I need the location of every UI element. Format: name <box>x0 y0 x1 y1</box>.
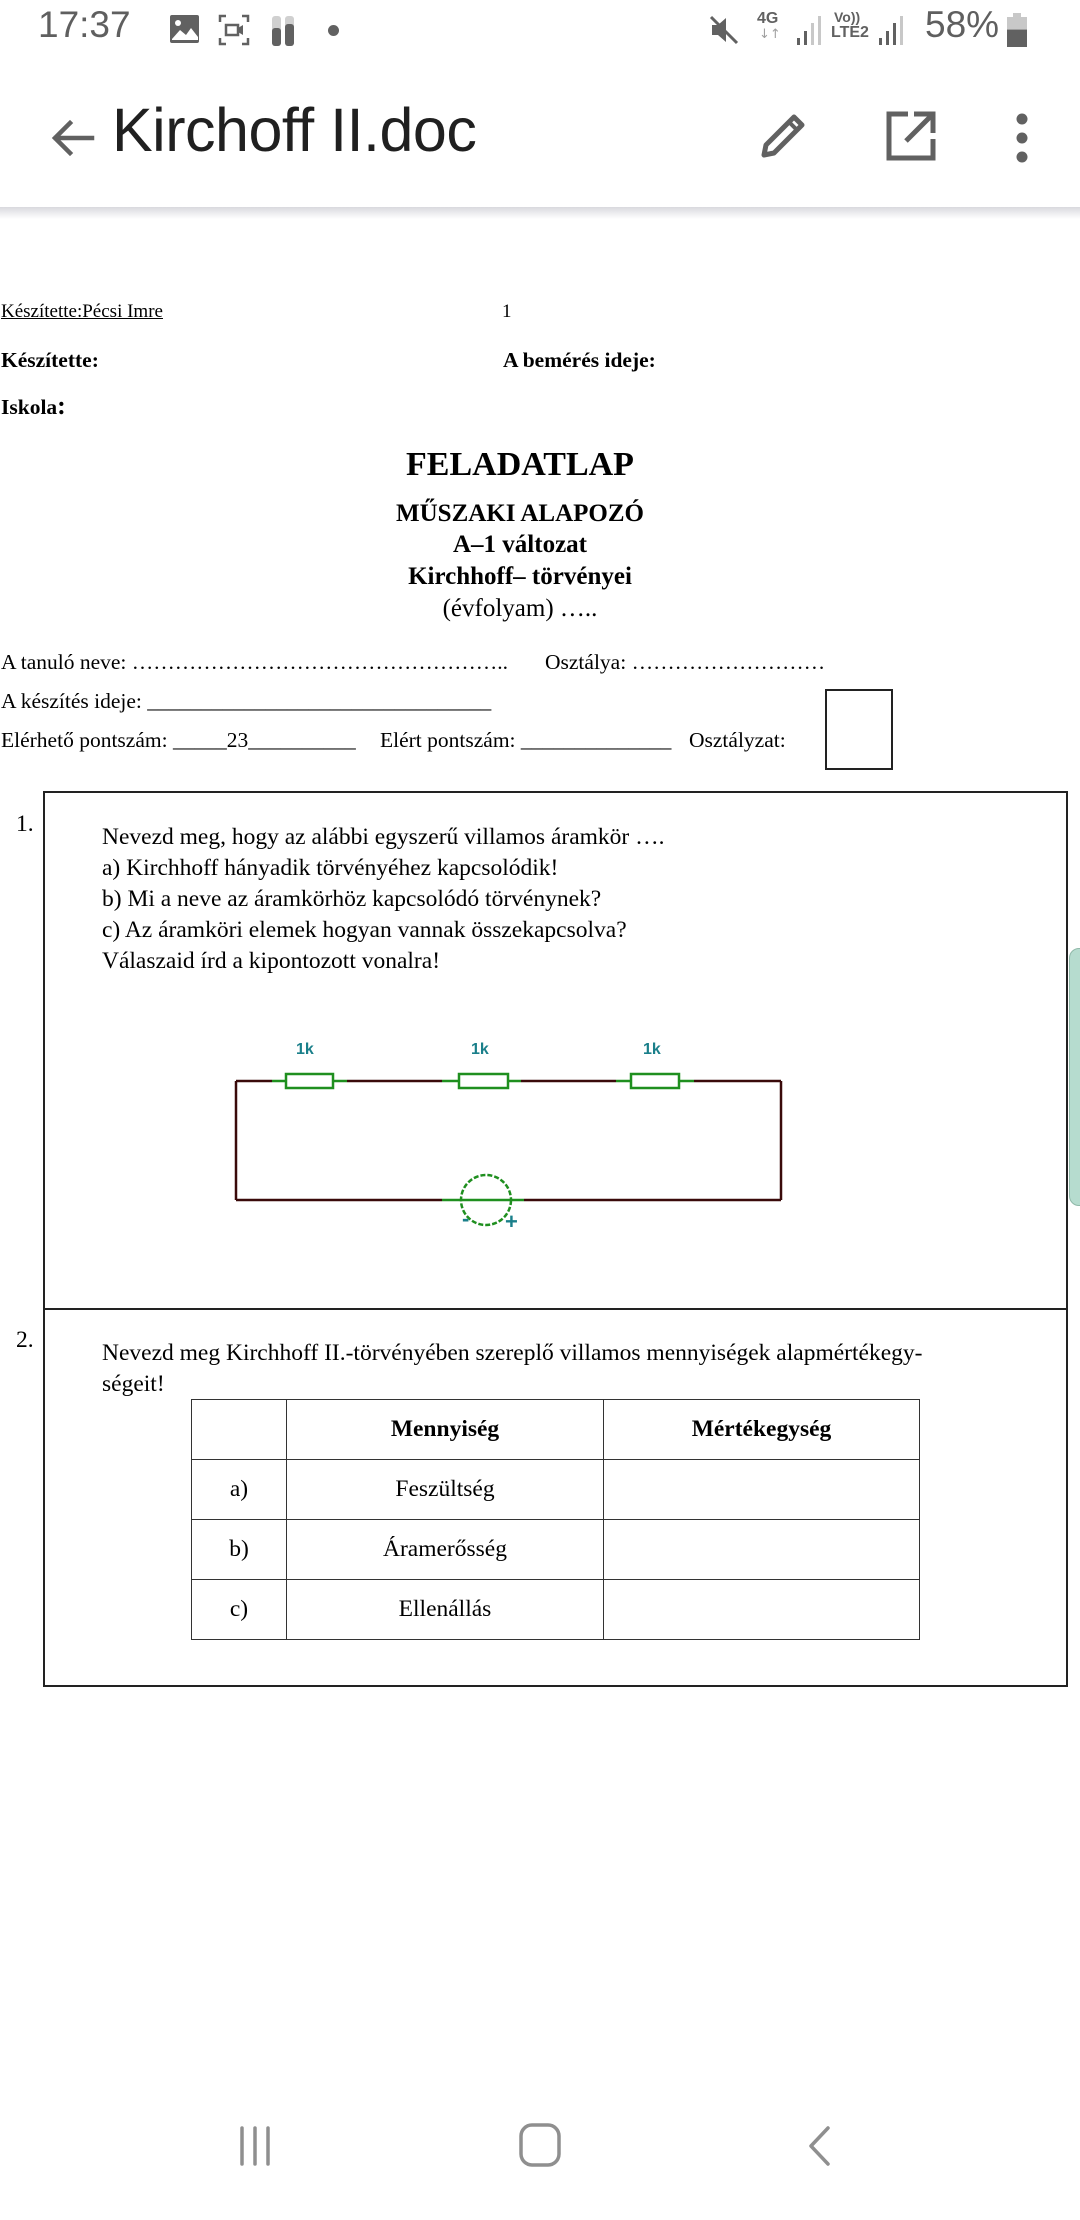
table-header-cell <box>192 1400 287 1460</box>
source-minus-label: - <box>462 1206 470 1230</box>
q2-line-2: ségeit! <box>102 1371 165 1397</box>
q2-number: 2. <box>16 1327 34 1353</box>
signal-icon-2 <box>878 14 906 46</box>
school-label <box>1 393 66 420</box>
resistor-2-label: 1k <box>471 1041 489 1058</box>
signal-icon <box>796 14 824 46</box>
q1-line: c) Az áramköri elemek hogyan vannak összekapcsolva? <box>102 917 627 943</box>
home-icon[interactable] <box>518 2122 562 2168</box>
page-number: 1 <box>502 301 512 322</box>
page-title: FELADATLAP <box>406 446 634 483</box>
school-colon: : <box>57 391 66 420</box>
student-name-field: A tanuló neve: …………………………………………….. <box>1 650 509 674</box>
app-bar-divider <box>0 207 1080 219</box>
table-cell <box>604 1520 920 1580</box>
status-bar <box>0 0 1080 65</box>
subtitle-3: Kirchhoff– törvényei <box>408 563 632 590</box>
grade-label: Osztályzat: <box>689 728 786 752</box>
table-header-row <box>192 1400 920 1460</box>
subtitle-1: MŰSZAKI ALAPOZÓ <box>396 500 644 527</box>
resistor-3-label: 1k <box>643 1041 661 1058</box>
q1-line: b) Mi a neve az áramkörhöz kapcsolódó törvénynek? <box>102 886 602 912</box>
resistor-3 <box>631 1074 679 1088</box>
resistor-1 <box>286 1074 333 1088</box>
mute-icon <box>708 14 740 46</box>
subtitle-4: (évfolyam) ….. <box>442 595 598 622</box>
arrow-left-icon[interactable] <box>48 113 98 163</box>
q1-text <box>102 822 665 977</box>
table-row <box>192 1520 920 1580</box>
volte-top: Vo)) <box>834 9 861 25</box>
battery-percent: 58% <box>925 4 1000 45</box>
date-field: A készítés ideje: ________________________________ <box>1 689 492 713</box>
data-arrows-icon: ↓↑ <box>759 27 781 42</box>
open-external-icon[interactable] <box>884 109 938 163</box>
source-plus-label: + <box>505 1209 518 1230</box>
table-cell <box>604 1460 920 1520</box>
table-cell: c) <box>192 1580 287 1640</box>
more-vert-icon[interactable] <box>1010 111 1034 165</box>
4g-data-icon: 4G <box>757 10 779 27</box>
table-cell <box>604 1580 920 1640</box>
table-row <box>192 1460 920 1520</box>
pencil-icon[interactable] <box>756 109 810 163</box>
table-cell: Feszültség <box>287 1460 604 1520</box>
resistor-1-label: 1k <box>296 1041 314 1058</box>
measurement-time-label: A bemérés ideje: <box>503 348 656 372</box>
school-label-text: Iskola <box>1 395 58 419</box>
table-cell: Ellenállás <box>287 1580 604 1640</box>
table-row <box>192 1580 920 1640</box>
header-author: Készítette:Pécsi Imre <box>1 301 163 322</box>
circuit-diagram <box>225 1030 795 1230</box>
q1-line: Válaszaid írd a kipontozott vonalra! <box>102 948 441 974</box>
subtitle-2: A–1 változat <box>453 531 587 558</box>
sim-memory-icon <box>270 14 298 48</box>
made-by-label: Készítette: <box>1 348 99 372</box>
document-title: Kirchoff II.doc <box>112 96 477 164</box>
table-header-cell: Mértékegység <box>604 1400 920 1460</box>
screen-record-icon <box>218 14 250 46</box>
q1-line: a) Kirchhoff hányadik törvényéhez kapcsolódik! <box>102 855 559 881</box>
back-icon[interactable] <box>804 2124 834 2168</box>
q1-number: 1. <box>16 811 34 837</box>
q2-line-1: Nevezd meg Kirchhoff II.-törvényében szereplő villamos mennyiségek alapmértékegy- <box>102 1340 923 1366</box>
table-cell: b) <box>192 1520 287 1580</box>
scrollbar-thumb[interactable] <box>1069 948 1080 1206</box>
app-bar <box>0 65 1080 207</box>
volte-icon: LTE2 <box>831 24 869 41</box>
dot-icon <box>328 25 339 36</box>
table-cell: a) <box>192 1460 287 1520</box>
table-cell: Áramerősség <box>287 1520 604 1580</box>
q2-text <box>102 1338 922 1400</box>
q1-line: Nevezd meg, hogy az alábbi egyszerű villamos áramkör …. <box>102 824 665 850</box>
class-field: Osztálya: ……………………… <box>545 650 826 674</box>
status-time: 17:37 <box>38 4 131 45</box>
recent-apps-icon[interactable] <box>236 2124 280 2168</box>
max-points-field: Elérhető pontszám: _____23__________ <box>1 728 356 752</box>
image-icon <box>168 12 202 46</box>
navigation-bar <box>0 2080 1080 2220</box>
battery-icon <box>1006 12 1028 48</box>
resistor-2 <box>459 1074 508 1088</box>
table-header-cell: Mennyiség <box>287 1400 604 1460</box>
achieved-points-field: Elért pontszám: ______________ <box>380 728 672 752</box>
units-table <box>191 1399 920 1640</box>
grade-box <box>825 689 893 770</box>
